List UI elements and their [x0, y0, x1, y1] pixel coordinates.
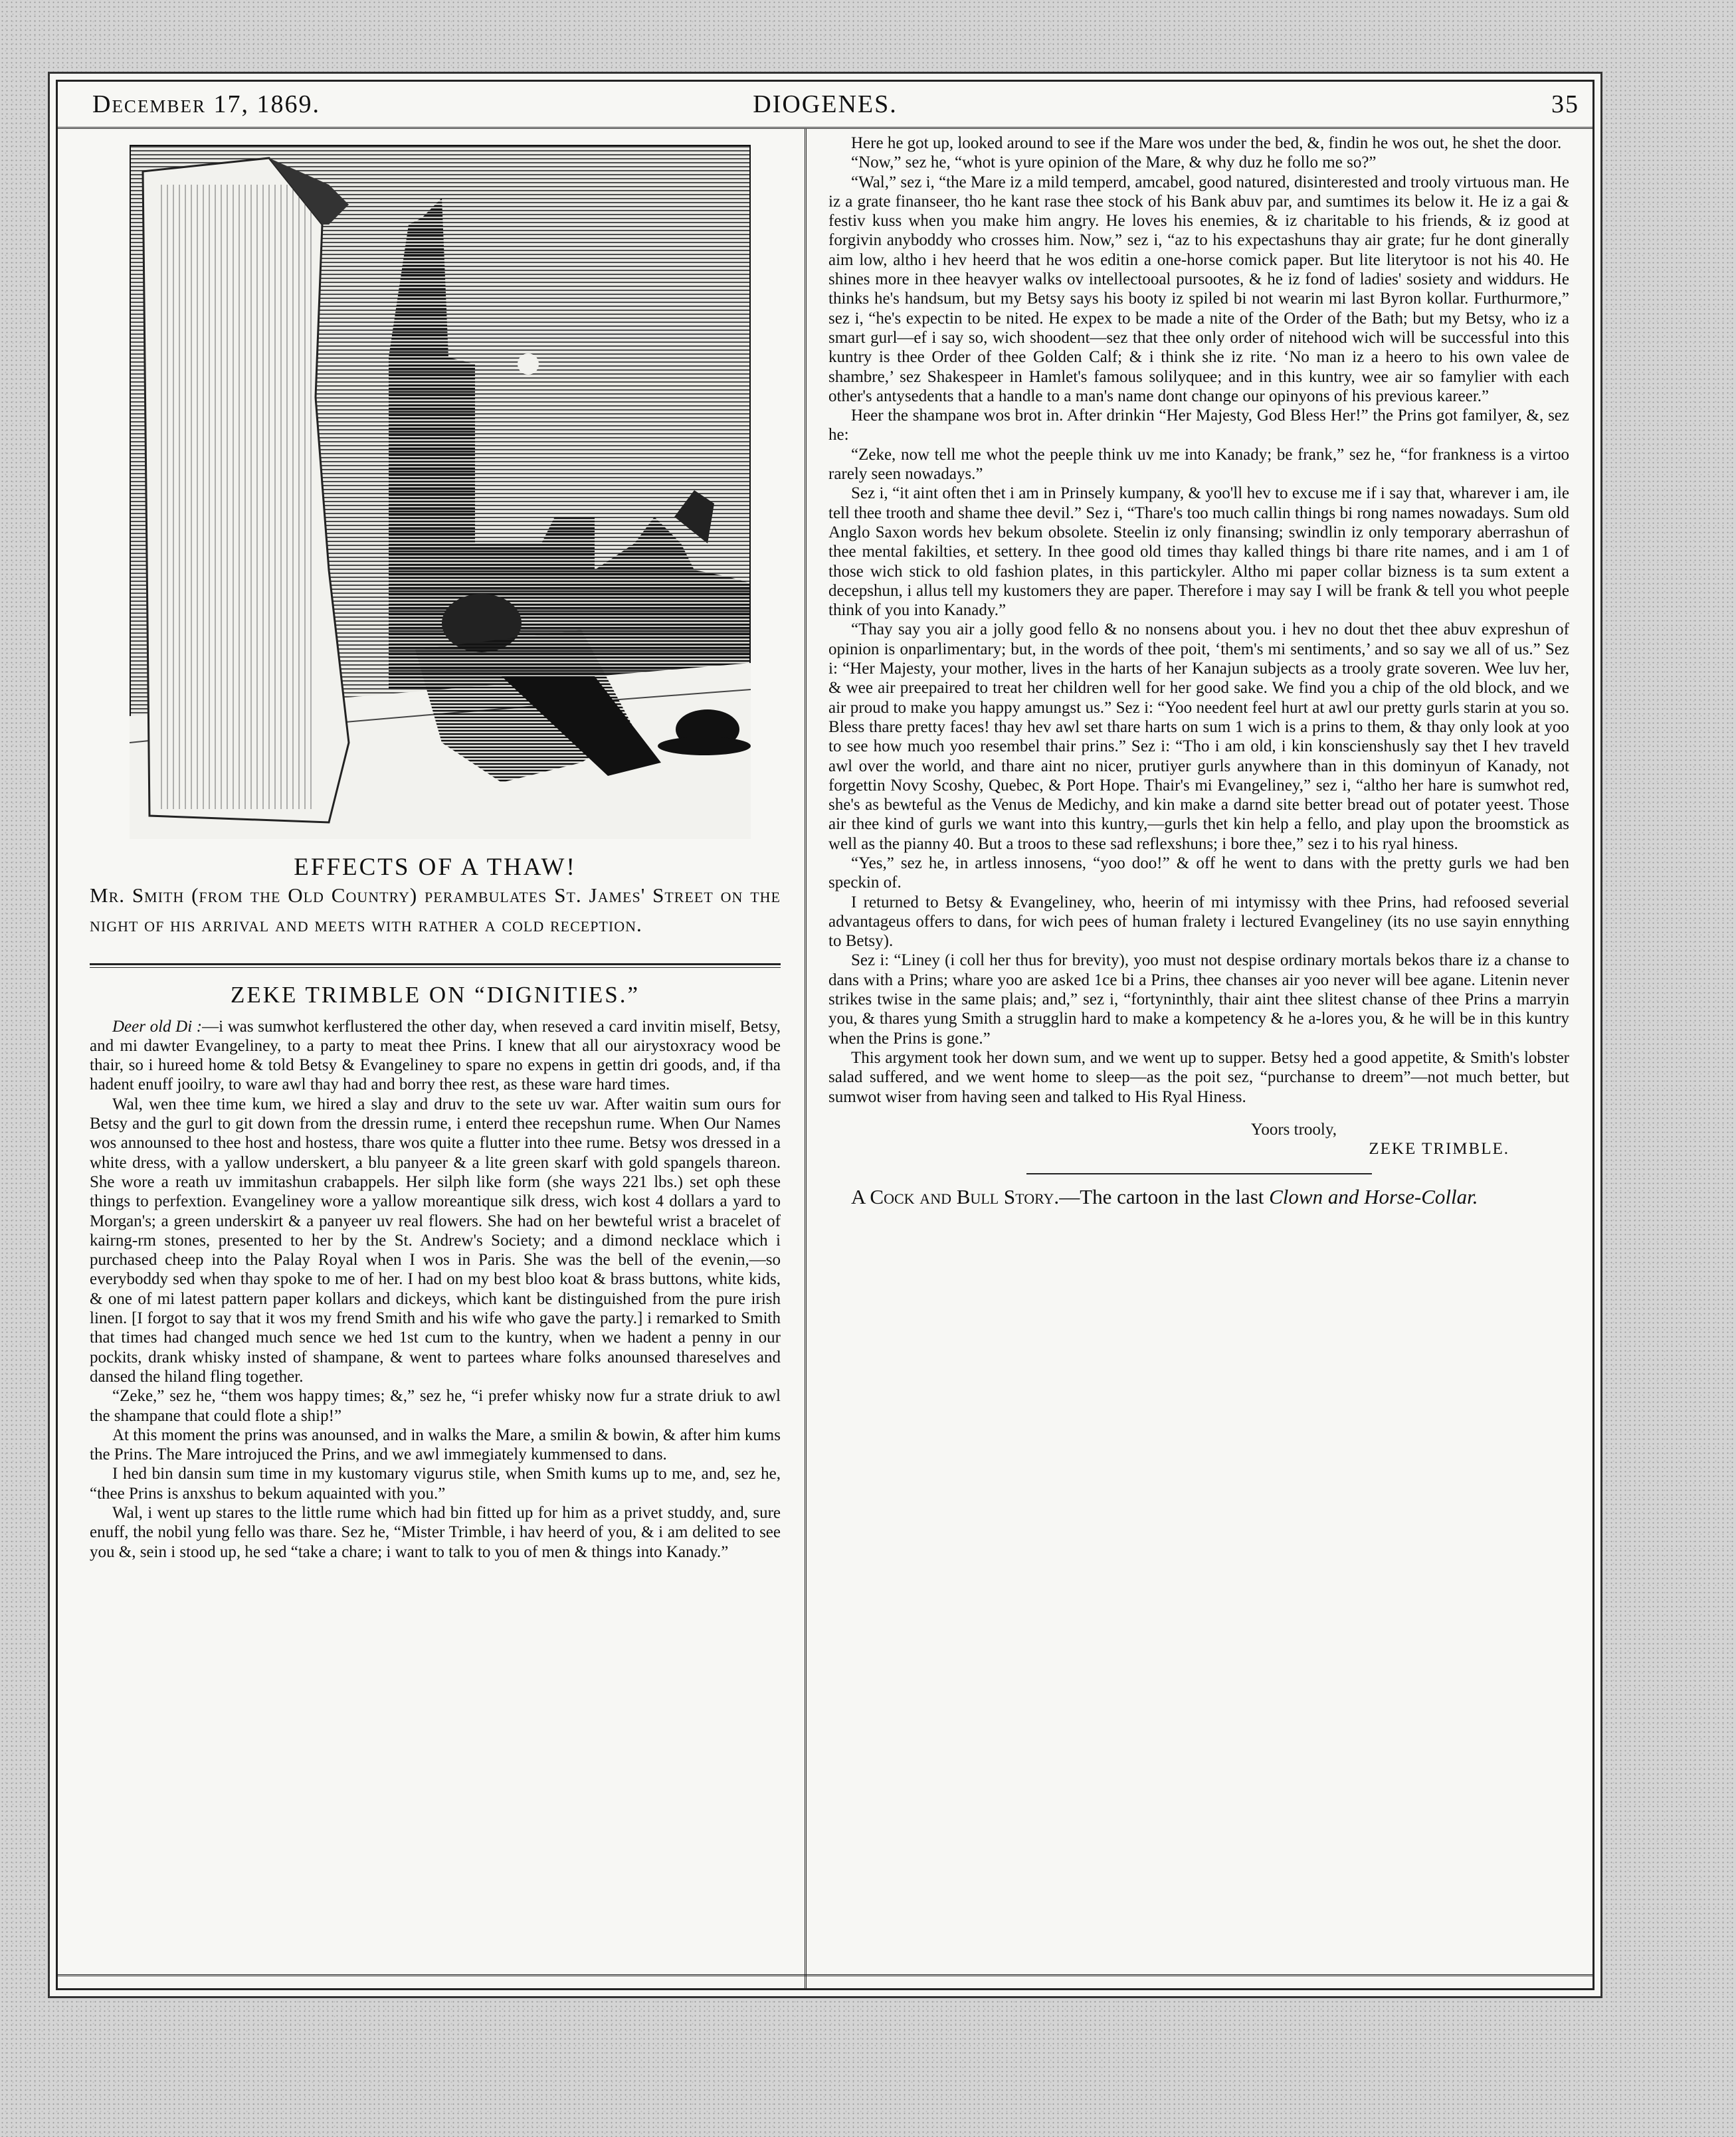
column-divider: [805, 128, 807, 1988]
notice-source: Clown and Horse-Collar.: [1269, 1185, 1478, 1209]
article-paragraph: “Now,” sez he, “whot is yure opinion of the Mare, & why duz he follo me so?”: [851, 153, 1377, 172]
section-divider: [1026, 1173, 1372, 1174]
article-paragraph: I returned to Betsy & Evangeliney, who, heerin of mi intymissy with thee Prins, had refoosed severial advantageus offers to dans, for wich pees of human fralety i lectured Evangeliney (its no use sayin ennything to Betsy).: [828, 893, 1569, 951]
article-paragraph: Here he got up, looked around to see if the Mare wos under the bed, &, findin he wos out, he shet the door.: [851, 134, 1562, 152]
illustration-caption: Mr. Smith (from the Old Country) perambulates St. James' Street on the night of his arrival and meets with rather a cold reception.: [90, 883, 781, 937]
section-divider: [90, 963, 781, 968]
article-title: ZEKE TRIMBLE ON “DIGNITIES.”: [230, 982, 640, 1008]
article-paragraph: “Wal,” sez i, “the Mare iz a mild temperd, amcabel, good natured, disinterested and trooly virtuous man. He iz a grate finanseer, tho he kant rase thee stock of his Bank abuv par, and sumtimes its below it. He iz a gai & festiv kuss when you make him angry. He loves his enemies, & iz charitable to his friends, & iz good at forgivin anyboddy who crosses him. Now,” sez i, “az to his expectashuns thay air grate; fur he dont ginerally aim low, altho i hev heerd that he wos editin a one-horse comick paper. But lite literytoor is not his 40. He shines more in thee heavyer walks ov intellectooal pursootes, & he iz fond of ladies' sosiety and widdurs. He thinks he's handsum, but my Betsy says his booty iz spiled bi not wearin mi last Byron kollar. Furthurmore,” sez i, “he's expectin to be nited. He expex to be made a nite of the Order of the Bath; but my Betsy, who iz a smart gurl—ef i say so, wich shoodent—sez that thee only order of nitehood wich will be successful into this kuntry is thee Order of thee Golden Calf; & i think she iz rite. ‘No man iz a heero to his own valee de shambre,’ sez Shakespeer in Hamlet's famous solilyquee; and in this kuntry, wee air so famylier with each other's antysedents that a handle to a man's name dont change our opinyons of his previous kareer.”: [828, 173, 1569, 405]
notice-title: A Cock and Bull Story.: [851, 1185, 1060, 1209]
notice-paragraph: [828, 1184, 1569, 1210]
page-bottom-rule: [58, 1974, 1592, 1988]
article-paragraph: Wal, wen thee time kum, we hired a slay and druv to the sete uv war. After waitin sum ours for Betsy and the gurl to git down from the dressin rume, i enterd thee recepshun rume. When Our Names wos announsed to thee host and hostess, thare wos quite a flutter into thee rume. Betsy wos dressed in a white dress, with a yallow underskert, a blu panyeer & a lite green skarf with gold spangels thareon. She wore a reath uv immitashun crabappels. Her silph like form (she ways 221 lbs.) set oph these things to perfextion. Evangeliney wore a yallow moreantique silk dress, wich kost 4 dollars a yard to Morgan's; a green underskirt & a panyeer uv real flowers. She had on her bewteful wrist a bracelet of kairng-rm stones, presented to her by the St. Andrew's Society; and a dimond necklace which i purchased cheep into the Palay Royal when I wos in Paris. She was the bell of the evenin,—so everyboddy sed when thay spoke to me of her. I had on my best bloo koat & brass buttons, white kids, & one of mi latest pattern paper kollars and dickeys, which kant be distinguished from the pure irish linen. [I forgot to say that it wos my frend Smith and his wife who gave the party.] i remarked to Smith that times had changed much sence we hed 1st cum to the kuntry, when we hadent a penny in our pockits, drank whisky insted of shampane, & went to partees whare folks anounsed thareselves and dansed the hiland fling together.: [90, 1095, 781, 1386]
page-number: 35: [1551, 90, 1579, 118]
signature: ZEKE TRIMBLE.: [1369, 1140, 1509, 1159]
article-paragraph: Wal, i went up stares to the little rume which had bin fitted up for him as a privet studdy, and, sure enuff, the nobil yung fello was thare. Sez he, “Mister Trimble, i hav heerd of you, & i am delited to see you &, sein i stood up, he sed “take a chare; i want to talk to you of men & things into Kanady.”: [90, 1504, 781, 1561]
salutation: Deer old Di :: [112, 1017, 203, 1036]
right-column: [828, 134, 1569, 1975]
issue-date: December 17, 1869.: [92, 90, 320, 118]
notice-text: —The cartoon in the last: [1059, 1185, 1264, 1209]
paragraph-text: —i was sumwhot kerflustered the other day, when reseved a card invitin miself, Betsy, and mi dawter Evangeliney, to a party to meat thee Prins. I knew that all our airystoxracy wood be thair, so i hureed home & told Betsy & Evangeliney to spare no expens in gettin dri goods, and, if tha hadent enuff jooilry, to ware awl thay had and borry thee rest, as these ware hard times.: [90, 1017, 781, 1094]
article-paragraph: “Zeke,” sez he, “them wos happy times; &,” sez he, “i prefer whisky now fur a strate driuk to awl the shampane that could flote a ship!”: [90, 1387, 781, 1425]
engraving-icon: [130, 145, 751, 839]
article-paragraph: “Zeke, now tell me whot the peeple think uv me into Kanady; be frank,” sez he, “for frankness is a virtoo rarely seen nowadays.”: [828, 445, 1569, 484]
closing-line: Yoors trooly,: [1250, 1120, 1337, 1139]
left-column: [90, 145, 781, 1975]
illustration-title: EFFECTS OF A THAW!: [294, 854, 577, 881]
newspaper-page: [56, 80, 1594, 1990]
page-header: [58, 82, 1592, 129]
article-paragraph: Sez i, “it aint often thet i am in Prinsely kumpany, & yoo'll hev to excuse me if i say that, wharever i am, ile tell thee trooth and shame thee devil.” Sez i, “Thare's too much callin things bi rong names nowadays. Sum old Anglo Saxon words hev bekum obsolete. Steelin iz only finansing; swindlin iz only temporary aberrashun of thee mental fakilties, et settery. In thee good old times thay kalled things bi thare rite names, and i am 1 of those wich stick to old fashion plates, in this partickyler. Altho mi paper collar bizness is ta sum extent a decepshun, i allus tell my kustomers they are paper. Therefore i may say I will be frank & tell you whot peeple think of you into Kanady.”: [828, 484, 1569, 620]
article-paragraph: Heer the shampane wos brot in. After drinkin “Her Majesty, God Bless Her!” the Prins got familyer, &, sez he:: [828, 407, 1569, 444]
masthead-title: DIOGENES.: [753, 90, 898, 118]
article-paragraph: “Yes,” sez he, in artless innosens, “yoo doo!” & off he went to dans with the pretty gurls we had ben speckin of.: [828, 854, 1569, 892]
article-paragraph: I hed bin dansin sum time in my kustomary vigurus stile, when Smith kums up to me, and, sez he, “thee Prins is anxshus to bekum aquainted with you.”: [90, 1465, 781, 1503]
article-paragraph: At this moment the prins was anounsed, and in walks the Mare, a smilin & bowin, & after him kums the Prins. The Mare introjuced the Prins, and we awl immegiately kummensed to dans.: [90, 1426, 781, 1464]
article-paragraph: “Thay say you air a jolly good fello & no nonsens about you. i hev no dout thet thee abuv expreshun of opinion is onparlimentary; but, in the words of thee poit, ‘them's mi sentiments,’ and so say we all of us.” Sez i: “Her Majesty, your mother, lives in the harts of her Kanajun subjects as a trooly grate soveren. Wee luv her, & wee air preepaired to treat her children well for her good sake. We find you a chip of the old block, and we air proud to make you happy amungst us.” Sez i: “Yoo needent feel hurt at awl our pretty gurls starin at you so. Bless thare pretty faces! thay hev awl set thare harts on sum 1 wich is a prins to them, & thay only look at yoo to see how much yoo resembel thair prins.” Sez i: “Tho i am old, i kin konscienshusly say thet I hev traveld awl over the world, and thare aint no nicer, prutiyer gurls anywhere than in this dominyun of Kanady, not forgettin Novy Scoshy, Quebec, & Port Hope. Thair's mi Evangeliney,” sez i, “altho her hare is sumwhot red, she's as bewteful as the Venus de Medichy, and kin make a darnd site better bread out of potater yeest. Those air thee kind of gurls we want into this kuntry,—gurls thet kin help a fello, and play upon the broomstick as well as the pianny 40. But a troos to these sad reflexshuns; i bore thee,” sez i to his ryal hiness.: [828, 620, 1569, 853]
article-paragraph: This argyment took her down sum, and we went up to supper. Betsy hed a good appetite, & Smith's lobster salad suffered, and we went home to sleep—as the poit sez, “purchanse to dreem”—not much better, but sumwot wiser from having seen and talked to His Ryal Hiness.: [828, 1048, 1569, 1106]
article-paragraph: [90, 1017, 781, 1095]
article-paragraph: Sez i: “Liney (i coll her thus for brevity), yoo must not despise ordinary mortals bekos thare iz a chanse to dans with a Prins; whare yoo are asked 1ce bi a Prins, thee chanses air yoo never will bee agane. Litenin never strikes twise in the same plais; and,” sez i, “fortyninthly, thair aint thee slitest chanse of thee Prins a marryin you, & thares yung Smith a strugglin hard to make a kompetency & he a-lores you, & he will be in this kuntry when the Prins is gone.”: [828, 951, 1569, 1048]
